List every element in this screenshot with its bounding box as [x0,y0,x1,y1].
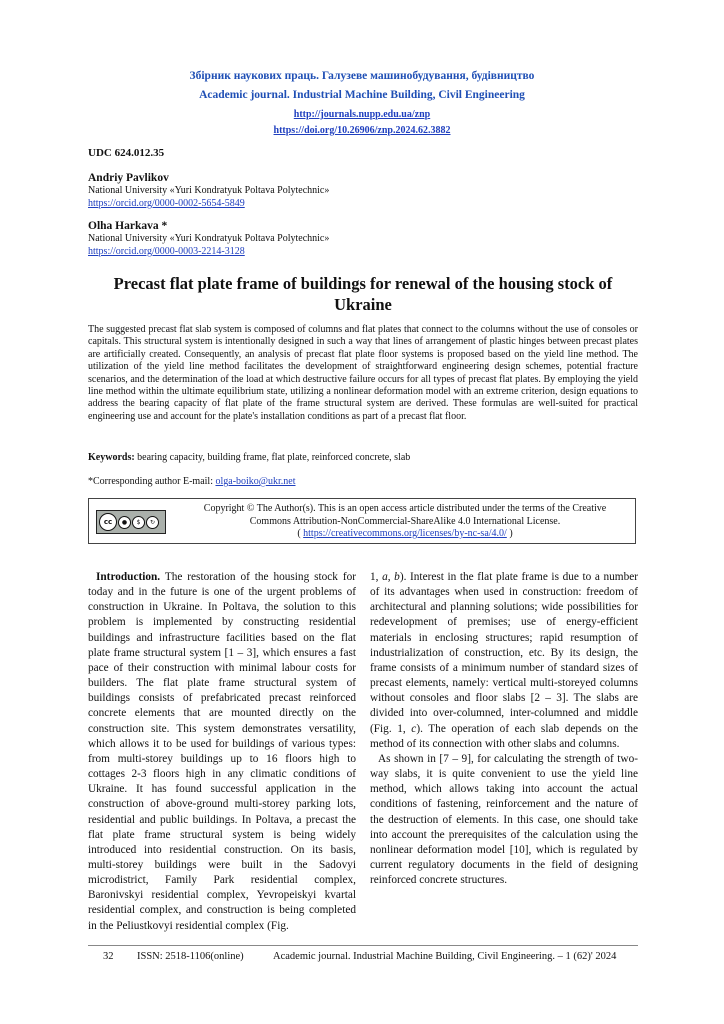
body-column-right [370,570,638,888]
article-title: Precast flat plate frame of buildings for renewal of the housing stock of Ukraine [113,274,613,314]
corresponding-line [88,476,296,487]
doi-link[interactable]: https://doi.org/10.26906/znp.2024.62.3882 [273,125,451,136]
keywords-label: Keywords: [88,452,135,463]
license-paren-close: ) [509,528,513,539]
udc-code: UDC 624.012.35 [88,147,165,159]
keywords-line [88,452,410,463]
license-line-3 [179,528,631,541]
journal-url-line [0,105,724,122]
journal-title-en: Academic journal. Industrial Machine Building, Civil Engineering [199,89,525,101]
footer-journal: Academic journal. Industrial Machine Building, Civil Engineering. – 1 (62)' 2024 [273,951,617,962]
by-icon: ● [118,516,131,529]
intro-paragraph [88,570,356,934]
license-line-1: Copyright © The Author(s). This is an open access article distributed under the terms of the Creative [203,503,607,514]
author-block-2 [88,220,329,258]
body-paragraph: As shown in [7 – 9], for calculating the strength of two-way slabs, it is quite convenient to use the yield line method, which allows taking into account the actual conditions of fastening, reinforcement and the nature of the destruction of elements. In this case, one should take into account the prerequisites of the calculation using the nonlinear deformation model [10], which is regulated by current regulatory documents in the field of designing reinforced concrete structures. [370,752,638,887]
page-number: 32 [103,951,114,962]
sa-icon: ↻ [146,516,159,529]
doi-line [0,121,724,138]
intro-heading: Introduction. [96,571,161,583]
nc-icon: $ [132,516,145,529]
author-orcid-link[interactable]: https://orcid.org/0000-0003-2214-3128 [88,246,245,257]
corresponding-label: *Corresponding author E-mail: [88,476,213,487]
author-name: Andriy Pavlikov [88,172,169,184]
license-paren-open: ( [297,528,301,539]
license-line-2: Commons Attribution-NonCommercial-ShareAlike 4.0 International License. [249,515,561,527]
journal-title-ua: Збірник наукових праць. Галузеве машинобудування, будівництво [189,70,535,82]
author-orcid-link[interactable]: https://orcid.org/0000-0002-5654-5849 [88,198,245,209]
author-affiliation: National University «Yuri Kondratyuk Poltava Polytechnic» [88,185,330,196]
author-affiliation: National University «Yuri Kondratyuk Poltava Polytechnic» [88,233,330,244]
abstract: The suggested precast flat slab system is composed of columns and flat plates that connect to the columns without the use of consoles or capitals. This structural system is intentionally designed in such a way that lines of arrangement of plastic hinges between precast plates are artificially created. Consequently, an analysis of precast flat plate floor systems is proposed based on the yield line method. The utilization of the yield line method facilitates the development of straightforward engineering design schemes, potential fracture scenarios, and the determination of the load at which destructive failure occurs for all types of precast flat plates. By employing the yield line method within the ultimate equilibrium state, utilizing a nonlinear deformation model with an extreme criterion, design equations to address the bearing capacity of flat plate of the frame structural system are derived. These formulas are well-suited for practical engineering use and account for the plate's installation conditions as part of a precast flat floor. [88,324,638,422]
corresponding-email-link[interactable]: olga-boiko@ukr.net [215,476,296,487]
footer-issn: ISSN: 2518-1106(online) [137,951,244,962]
license-url-link[interactable]: https://creativecommons.org/licenses/by-nc-sa/4.0/ [303,528,507,539]
intro-text: The restoration of the housing stock for today and in the future is one of the urgent problems of construction in Ukraine. In Poltava, the solution to this problem is implemented by constructing residential buildings and infrastructure facilities based on the flat plate frame structural system [1 – 3], which ensures a fast pace of their construction with minimal labour costs for builders. The flat plate frame structural system of buildings consists of prefabricated precast reinforced concrete elements that are mounted directly on the construction site. This system demonstrates versatility, which allows it to be used for buildings of various types: from multi-storey buildings up to 16 floors high to cottages 2-3 floors high in any climatic conditions of Ukraine. It has found successful application in the construction of above-ground multi-storey parking lots, residential and public buildings. In Poltava, a precast the flat plate frame structural system is being widely introduced into residential construction. On its basis, multi-storey buildings were built in the Sadovyi microdistrict, Family Park residential complex, Baronivskyi residential complex, Yevropeiskyi kvartal residential complex, and construction is being completed in the Peliustkovyi residential complex (Fig. [88,571,357,932]
body-paragraph: 1, a, b). Interest in the flat plate frame is due to a number of its advantages when used in construction: freedom of architectural and planning solutions; wide possibilities for redevelopment of premises; use of energy-efficient materials in enclosing structures; rapid resumption of industrialization of construction, etc. By its design, the frame consists of a minimum number of standard sizes of precast elements, namely: vertical multi-storeyed columns without consoles and floor slabs [2 – 3]. The slabs are divided into over-columned, inter-columned and middle (Fig. 1, c). The operation of each slab depends on the method of its connection with other slabs and columns. [370,571,638,750]
author-block-1 [88,172,329,210]
license-box [88,498,636,544]
keywords-text: bearing capacity, building frame, flat plate, reinforced concrete, slab [137,452,411,463]
license-text [179,503,631,541]
journal-url-link[interactable]: http://journals.nupp.edu.ua/znp [293,109,431,120]
author-name: Olha Harkava * [88,220,168,232]
cc-logo-icon: cc [99,513,117,531]
body-column-left [88,570,356,934]
footer-divider [88,945,638,946]
cc-license-badge[interactable] [96,510,166,534]
